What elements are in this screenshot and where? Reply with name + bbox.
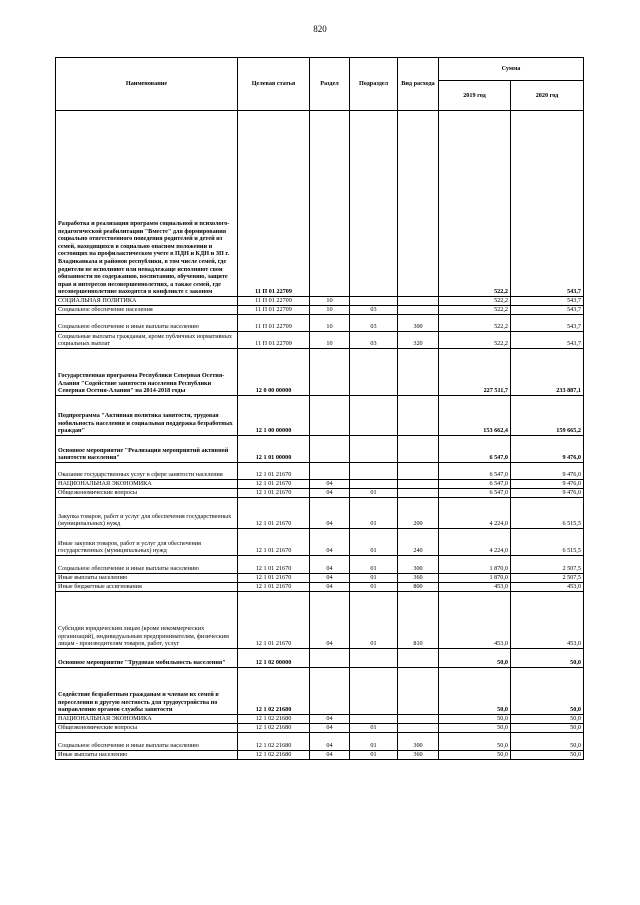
row-section: 04 bbox=[310, 529, 350, 556]
row-expense-type bbox=[398, 306, 439, 315]
table-row bbox=[56, 733, 584, 751]
row-name: НАЦИОНАЛЬНАЯ ЭКОНОМИКА bbox=[56, 715, 238, 724]
row-subsection: 01 bbox=[350, 489, 398, 498]
table-row bbox=[56, 111, 584, 297]
table-row bbox=[56, 480, 584, 489]
row-name: Социальные выплаты гражданам, кроме публичных нормативных социальных выплат bbox=[56, 332, 238, 349]
row-target-article: 12 1 00 00000 bbox=[238, 396, 310, 436]
row-expense-type: 300 bbox=[398, 556, 439, 574]
row-sum-2020: 543,7 bbox=[511, 111, 584, 297]
row-section: 04 bbox=[310, 489, 350, 498]
row-subsection: 01 bbox=[350, 583, 398, 592]
row-target-article: 11 П 01 22709 bbox=[238, 315, 310, 332]
row-section: 04 bbox=[310, 574, 350, 583]
row-sum-2020: 9 476,0 bbox=[511, 436, 584, 463]
row-sum-2020: 50,0 bbox=[511, 715, 584, 724]
row-target-article: 11 П 01 22709 bbox=[238, 332, 310, 349]
table-row bbox=[56, 724, 584, 733]
row-target-article: 12 1 01 00000 bbox=[238, 436, 310, 463]
row-sum-2020: 9 476,0 bbox=[511, 489, 584, 498]
row-target-article: 12 1 01 21670 bbox=[238, 489, 310, 498]
row-expense-type: 810 bbox=[398, 592, 439, 649]
row-sum-2019: 522,2 bbox=[439, 315, 511, 332]
row-name: Разработка и реализация программ социальной и психолого-педагогической реабилитации "Вместе" для формирования социально ответственного поведения родителей и детей из семей, находящихся в социально опасном положении и состоящих на профилактическом учете в ПДН и КДН и ЗП г. Владикавказа и районов республики, в том числе семей, где родители не исполняют или ненадлежаще исполняют свои обязанности по содержанию, воспитанию, обучению, защите прав и интересов несовершеннолетних, а также семей, где несовершеннолетние находятся в конфликте с законом bbox=[56, 111, 238, 297]
row-expense-type bbox=[398, 649, 439, 668]
row-subsection: 01 bbox=[350, 733, 398, 751]
row-sum-2019: 453,0 bbox=[439, 592, 511, 649]
header-year-2019: 2019 год bbox=[439, 81, 511, 111]
row-section: 04 bbox=[310, 724, 350, 733]
table-row bbox=[56, 332, 584, 349]
row-subsection bbox=[350, 668, 398, 715]
row-name: Основное мероприятие "Реализация мероприятий активной занятости населения" bbox=[56, 436, 238, 463]
row-expense-type bbox=[398, 297, 439, 306]
row-subsection bbox=[350, 297, 398, 306]
row-section: 04 bbox=[310, 583, 350, 592]
table-row bbox=[56, 463, 584, 480]
table-row bbox=[56, 436, 584, 463]
row-name: Подпрограмма "Активная политика занятости, трудовая мобильность населения и социальная поддержка безработных граждан" bbox=[56, 396, 238, 436]
row-expense-type: 300 bbox=[398, 733, 439, 751]
row-sum-2020: 6 515,5 bbox=[511, 498, 584, 529]
table-row bbox=[56, 583, 584, 592]
row-sum-2020: 9 476,0 bbox=[511, 480, 584, 489]
row-expense-type: 240 bbox=[398, 529, 439, 556]
row-sum-2019: 50,0 bbox=[439, 668, 511, 715]
row-sum-2020: 50,0 bbox=[511, 733, 584, 751]
row-subsection: 01 bbox=[350, 498, 398, 529]
row-subsection: 01 bbox=[350, 751, 398, 760]
row-sum-2019: 4 224,0 bbox=[439, 529, 511, 556]
row-section bbox=[310, 436, 350, 463]
header-year-2020: 2020 год bbox=[511, 81, 584, 111]
row-section: 04 bbox=[310, 751, 350, 760]
row-name: Иные выплаты населению bbox=[56, 751, 238, 760]
row-name: НАЦИОНАЛЬНАЯ ЭКОНОМИКА bbox=[56, 480, 238, 489]
row-expense-type bbox=[398, 463, 439, 480]
row-sum-2019: 522,2 bbox=[439, 332, 511, 349]
row-section bbox=[310, 463, 350, 480]
table-row bbox=[56, 498, 584, 529]
row-target-article: 12 1 01 21670 bbox=[238, 480, 310, 489]
row-subsection: 03 bbox=[350, 315, 398, 332]
row-name: Оказание государственных услуг в сфере занятости населения bbox=[56, 463, 238, 480]
table-row bbox=[56, 349, 584, 396]
row-section: 10 bbox=[310, 315, 350, 332]
row-subsection bbox=[350, 480, 398, 489]
budget-table bbox=[55, 57, 584, 760]
table-row bbox=[56, 592, 584, 649]
row-target-article: 12 1 01 21670 bbox=[238, 529, 310, 556]
row-sum-2019: 6 547,0 bbox=[439, 436, 511, 463]
row-section: 04 bbox=[310, 733, 350, 751]
row-expense-type: 320 bbox=[398, 332, 439, 349]
row-sum-2019: 50,0 bbox=[439, 751, 511, 760]
row-sum-2020: 50,0 bbox=[511, 724, 584, 733]
row-subsection: 01 bbox=[350, 724, 398, 733]
row-section: 04 bbox=[310, 498, 350, 529]
row-target-article: 12 1 02 21680 bbox=[238, 724, 310, 733]
row-name: Содействие безработным гражданам и членам их семей в переселении в другую местность для трудоустройства по направлению органов службы занятости bbox=[56, 668, 238, 715]
row-sum-2020: 2 507,5 bbox=[511, 556, 584, 574]
row-name: Государственная программа Республики Северная Осетия-Алания "Содействие занятости населения Республики Северная Осетия-Алания" на 2014-2018 годы bbox=[56, 349, 238, 396]
row-sum-2020: 6 515,5 bbox=[511, 529, 584, 556]
page-number: 820 bbox=[313, 24, 327, 34]
table-row bbox=[56, 668, 584, 715]
row-sum-2019: 6 547,0 bbox=[439, 463, 511, 480]
row-section bbox=[310, 111, 350, 297]
table-row bbox=[56, 297, 584, 306]
row-expense-type bbox=[398, 489, 439, 498]
row-sum-2020: 453,0 bbox=[511, 592, 584, 649]
row-subsection bbox=[350, 349, 398, 396]
row-section: 04 bbox=[310, 592, 350, 649]
table-row bbox=[56, 574, 584, 583]
row-section bbox=[310, 396, 350, 436]
row-subsection bbox=[350, 111, 398, 297]
row-sum-2019: 6 547,0 bbox=[439, 489, 511, 498]
row-sum-2019: 50,0 bbox=[439, 649, 511, 668]
row-name: Социальное обеспечение и иные выплаты населению bbox=[56, 733, 238, 751]
row-sum-2019: 50,0 bbox=[439, 715, 511, 724]
row-sum-2020: 159 665,2 bbox=[511, 396, 584, 436]
row-sum-2020: 543,7 bbox=[511, 297, 584, 306]
row-sum-2019: 453,0 bbox=[439, 583, 511, 592]
row-sum-2019: 50,0 bbox=[439, 724, 511, 733]
row-expense-type: 360 bbox=[398, 574, 439, 583]
table-row bbox=[56, 396, 584, 436]
table-body bbox=[56, 111, 584, 760]
row-sum-2020: 50,0 bbox=[511, 751, 584, 760]
row-sum-2019: 6 547,0 bbox=[439, 480, 511, 489]
row-section: 04 bbox=[310, 480, 350, 489]
row-target-article: 12 1 01 21670 bbox=[238, 583, 310, 592]
table-row bbox=[56, 315, 584, 332]
row-expense-type bbox=[398, 349, 439, 396]
row-target-article: 12 1 02 00000 bbox=[238, 649, 310, 668]
row-name: Иные закупки товаров, работ и услуг для обеспечения государственных (муниципальных) нужд bbox=[56, 529, 238, 556]
table-row bbox=[56, 751, 584, 760]
row-target-article: 12 1 01 21670 bbox=[238, 498, 310, 529]
row-sum-2020: 233 887,1 bbox=[511, 349, 584, 396]
row-sum-2019: 153 662,4 bbox=[439, 396, 511, 436]
row-sum-2020: 543,7 bbox=[511, 315, 584, 332]
header-section: Раздел bbox=[310, 58, 350, 111]
header-subsection: Подраздел bbox=[350, 58, 398, 111]
row-name: Общеэкономические вопросы bbox=[56, 489, 238, 498]
header-sum: Сумма bbox=[439, 58, 584, 81]
row-subsection bbox=[350, 715, 398, 724]
row-target-article: 11 П 01 22709 bbox=[238, 306, 310, 315]
row-subsection: 03 bbox=[350, 306, 398, 315]
table-row bbox=[56, 556, 584, 574]
row-sum-2019: 522,2 bbox=[439, 306, 511, 315]
row-target-article: 12 1 02 21680 bbox=[238, 715, 310, 724]
row-name: Субсидии юридическим лицам (кроме некоммерческих организаций), индивидуальным предпринимателям, физическим лицам - производителям товаров, работ, услуг bbox=[56, 592, 238, 649]
header-name: Наименование bbox=[56, 58, 238, 111]
row-sum-2019: 1 870,0 bbox=[439, 556, 511, 574]
row-sum-2019: 227 511,7 bbox=[439, 349, 511, 396]
row-subsection bbox=[350, 463, 398, 480]
row-section bbox=[310, 649, 350, 668]
row-subsection bbox=[350, 396, 398, 436]
row-sum-2020: 2 507,5 bbox=[511, 574, 584, 583]
row-sum-2020: 453,0 bbox=[511, 583, 584, 592]
row-subsection bbox=[350, 649, 398, 668]
row-section: 10 bbox=[310, 297, 350, 306]
row-expense-type: 300 bbox=[398, 315, 439, 332]
row-expense-type bbox=[398, 480, 439, 489]
header-target-article: Целевая статья bbox=[238, 58, 310, 111]
row-target-article: 12 1 01 21670 bbox=[238, 463, 310, 480]
row-sum-2020: 543,7 bbox=[511, 306, 584, 315]
row-sum-2020: 543,7 bbox=[511, 332, 584, 349]
table-row bbox=[56, 649, 584, 668]
row-target-article: 12 1 01 21670 bbox=[238, 556, 310, 574]
row-subsection: 01 bbox=[350, 556, 398, 574]
row-target-article: 11 П 01 22709 bbox=[238, 297, 310, 306]
table-row bbox=[56, 489, 584, 498]
row-name: Общеэкономические вопросы bbox=[56, 724, 238, 733]
row-name: Основное мероприятие "Трудовая мобильность населения" bbox=[56, 649, 238, 668]
row-target-article: 12 1 02 21680 bbox=[238, 751, 310, 760]
row-target-article: 12 1 02 21680 bbox=[238, 733, 310, 751]
row-target-article: 11 П 01 22709 bbox=[238, 111, 310, 297]
row-expense-type bbox=[398, 436, 439, 463]
row-sum-2019: 522,2 bbox=[439, 297, 511, 306]
row-sum-2020: 50,0 bbox=[511, 668, 584, 715]
row-section: 10 bbox=[310, 332, 350, 349]
row-expense-type bbox=[398, 111, 439, 297]
row-sum-2019: 522,2 bbox=[439, 111, 511, 297]
row-name: Социальное обеспечение населения bbox=[56, 306, 238, 315]
row-name: Иные выплаты населению bbox=[56, 574, 238, 583]
row-section: 10 bbox=[310, 306, 350, 315]
row-name: Социальное обеспечение и иные выплаты населению bbox=[56, 315, 238, 332]
row-target-article: 12 1 02 21680 bbox=[238, 668, 310, 715]
table-row bbox=[56, 715, 584, 724]
row-name: Иные бюджетные ассигнования bbox=[56, 583, 238, 592]
row-subsection bbox=[350, 436, 398, 463]
table-row bbox=[56, 529, 584, 556]
row-sum-2020: 50,0 bbox=[511, 649, 584, 668]
row-section bbox=[310, 349, 350, 396]
row-subsection: 01 bbox=[350, 529, 398, 556]
row-section: 04 bbox=[310, 556, 350, 574]
row-expense-type bbox=[398, 715, 439, 724]
row-sum-2019: 1 870,0 bbox=[439, 574, 511, 583]
row-name: Социальное обеспечение и иные выплаты населению bbox=[56, 556, 238, 574]
table-row bbox=[56, 306, 584, 315]
row-expense-type: 200 bbox=[398, 498, 439, 529]
row-subsection: 01 bbox=[350, 592, 398, 649]
row-expense-type bbox=[398, 724, 439, 733]
row-name: Закупка товаров, работ и услуг для обеспечения государственных (муниципальных) нужд bbox=[56, 498, 238, 529]
row-target-article: 12 0 00 00000 bbox=[238, 349, 310, 396]
row-target-article: 12 1 01 21670 bbox=[238, 592, 310, 649]
row-sum-2020: 9 476,0 bbox=[511, 463, 584, 480]
row-sum-2019: 4 224,0 bbox=[439, 498, 511, 529]
header-expense-type: Вид расхода bbox=[398, 58, 439, 111]
row-expense-type bbox=[398, 396, 439, 436]
row-expense-type bbox=[398, 668, 439, 715]
row-subsection: 03 bbox=[350, 332, 398, 349]
row-expense-type: 360 bbox=[398, 751, 439, 760]
row-sum-2019: 50,0 bbox=[439, 733, 511, 751]
row-expense-type: 800 bbox=[398, 583, 439, 592]
row-subsection: 01 bbox=[350, 574, 398, 583]
row-name: СОЦИАЛЬНАЯ ПОЛИТИКА bbox=[56, 297, 238, 306]
row-section bbox=[310, 668, 350, 715]
row-target-article: 12 1 01 21670 bbox=[238, 574, 310, 583]
row-section: 04 bbox=[310, 715, 350, 724]
